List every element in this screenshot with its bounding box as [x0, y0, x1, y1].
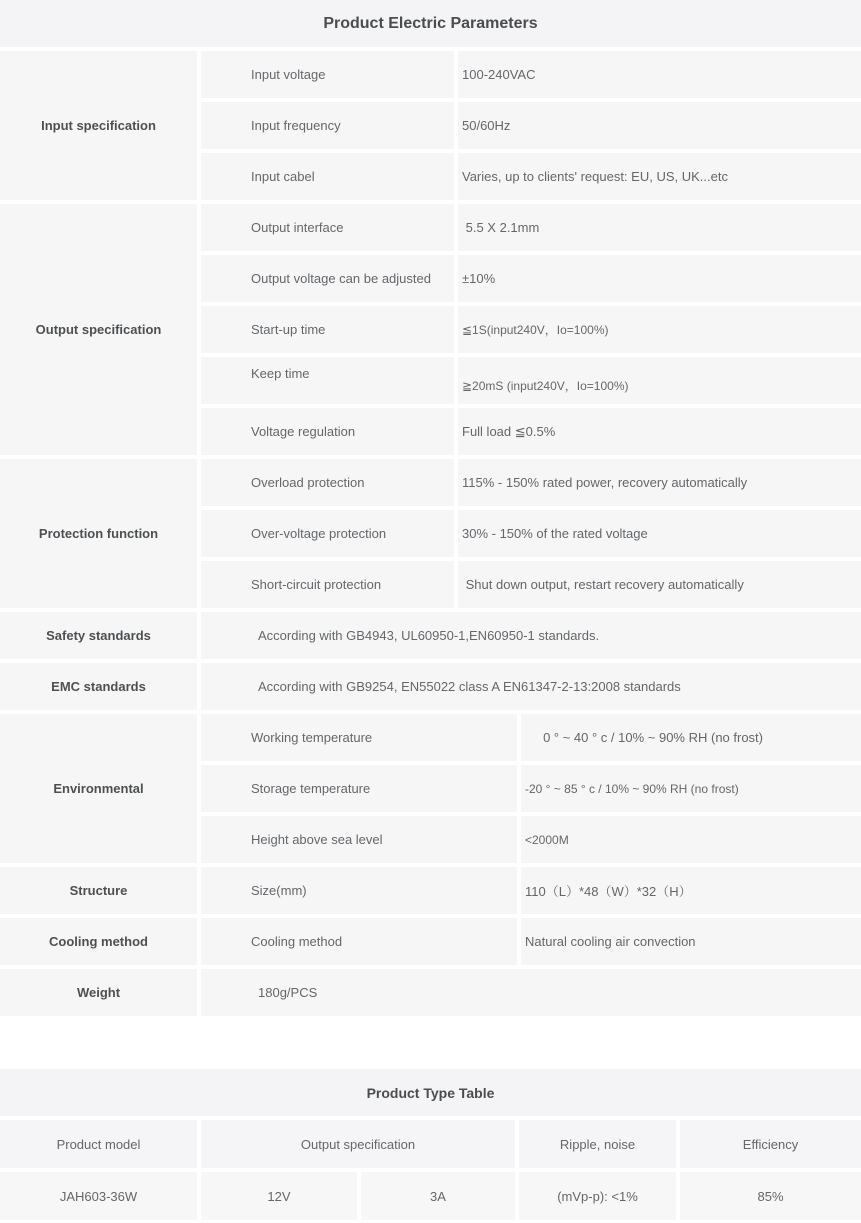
category-weight: Weight: [0, 969, 197, 1016]
spec-label: Over-voltage protection: [201, 510, 454, 557]
spec-merged-value: 180g/PCS: [201, 969, 861, 1016]
spec-value: 50/60Hz: [458, 102, 861, 149]
header-output-specification: Output specification: [201, 1120, 515, 1168]
type-table-data-row: [0, 1172, 861, 1220]
spec-label: Output voltage can be adjusted: [201, 255, 454, 302]
spec-value: -20 ° ~ 85 ° c / 10% ~ 90% RH (no frost): [521, 765, 861, 812]
spec-value: Natural cooling air convection: [521, 918, 861, 965]
row-short-circuit-protection: [201, 561, 861, 608]
section-protection-function: [0, 459, 861, 608]
spec-label: Working temperature: [201, 714, 517, 761]
spec-label: Input voltage: [201, 51, 454, 98]
row-keep-time: [201, 357, 861, 404]
section-input-specification: [0, 51, 861, 200]
category-input-specification: Input specification: [0, 51, 197, 200]
section-safety-standards: [0, 612, 861, 659]
category-cooling-method: Cooling method: [0, 918, 197, 965]
section-cooling-method: [0, 918, 861, 965]
row-output-voltage-adjusted: [201, 255, 861, 302]
header-ripple-noise: Ripple, noise: [519, 1120, 676, 1168]
spec-value: 5.5 X 2.1mm: [458, 204, 861, 251]
header-product-model: Product model: [0, 1120, 197, 1168]
spec-label: Overload protection: [201, 459, 454, 506]
spec-label: Keep time: [201, 357, 454, 404]
header-efficiency: Efficiency: [680, 1120, 861, 1168]
spec-merged-value: According with GB9254, EN55022 class A EN61347-2-13:2008 standards: [201, 663, 861, 710]
category-environmental: Environmental: [0, 714, 197, 863]
section-weight: [0, 969, 861, 1016]
spec-value: 0 ° ~ 40 ° c / 10% ~ 90% RH (no frost): [521, 714, 861, 761]
spec-label: Height above sea level: [201, 816, 517, 863]
section-structure: [0, 867, 861, 914]
row-input-cabel: [201, 153, 861, 200]
row-safety-standards: [201, 612, 861, 659]
spec-value: ≦1S(input240V，Io=100%): [458, 306, 861, 353]
spec-value: Varies, up to clients' request: EU, US, UK...etc: [458, 153, 861, 200]
electric-parameters-title: Product Electric Parameters: [0, 0, 861, 47]
spec-value: 110（L）*48（W）*32（H）: [521, 867, 861, 914]
spec-value: Full load ≦0.5%: [458, 408, 861, 455]
row-over-voltage-protection: [201, 510, 861, 557]
spec-label: Size(mm): [201, 867, 517, 914]
spec-label: Input cabel: [201, 153, 454, 200]
row-height-above-sea-level: [201, 816, 861, 863]
row-input-frequency: [201, 102, 861, 149]
row-voltage-regulation: [201, 408, 861, 455]
spec-value: 100-240VAC: [458, 51, 861, 98]
spec-label: Output interface: [201, 204, 454, 251]
spec-value: <2000M: [521, 816, 861, 863]
row-overload-protection: [201, 459, 861, 506]
spec-label: Start-up time: [201, 306, 454, 353]
product-type-table: [0, 1069, 861, 1220]
spec-label: Input frequency: [201, 102, 454, 149]
cell-output-current: 3A: [361, 1172, 515, 1220]
cell-product-model: JAH603-36W: [0, 1172, 197, 1220]
section-emc-standards: [0, 663, 861, 710]
category-safety-standards: Safety standards: [0, 612, 197, 659]
section-output-specification: [0, 204, 861, 455]
spec-value: 30% - 150% of the rated voltage: [458, 510, 861, 557]
spec-value: Shut down output, restart recovery automatically: [458, 561, 861, 608]
spec-label: Cooling method: [201, 918, 517, 965]
category-protection-function: Protection function: [0, 459, 197, 608]
row-emc-standards: [201, 663, 861, 710]
type-table-header-row: [0, 1120, 861, 1168]
row-weight: [201, 969, 861, 1016]
spec-value: ±10%: [458, 255, 861, 302]
spec-label: Short-circuit protection: [201, 561, 454, 608]
row-working-temperature: [201, 714, 861, 761]
row-output-interface: [201, 204, 861, 251]
row-cooling-method: [201, 918, 861, 965]
spec-label: Voltage regulation: [201, 408, 454, 455]
section-environmental: [0, 714, 861, 863]
category-output-specification: Output specification: [0, 204, 197, 455]
row-size-mm: [201, 867, 861, 914]
row-input-voltage: [201, 51, 861, 98]
spec-label: Storage temperature: [201, 765, 517, 812]
spec-merged-value: According with GB4943, UL60950-1,EN60950-1 standards.: [201, 612, 861, 659]
table-gap: [0, 1020, 861, 1069]
spec-value: 115% - 150% rated power, recovery automatically: [458, 459, 861, 506]
row-storage-temperature: [201, 765, 861, 812]
category-structure: Structure: [0, 867, 197, 914]
spec-value: ≧20mS (input240V，Io=100%): [458, 357, 861, 404]
product-type-table-title: Product Type Table: [0, 1069, 861, 1116]
cell-ripple-noise: (mVp-p): <1%: [519, 1172, 676, 1220]
cell-output-voltage: 12V: [201, 1172, 357, 1220]
category-emc-standards: EMC standards: [0, 663, 197, 710]
cell-efficiency: 85%: [680, 1172, 861, 1220]
row-startup-time: [201, 306, 861, 353]
